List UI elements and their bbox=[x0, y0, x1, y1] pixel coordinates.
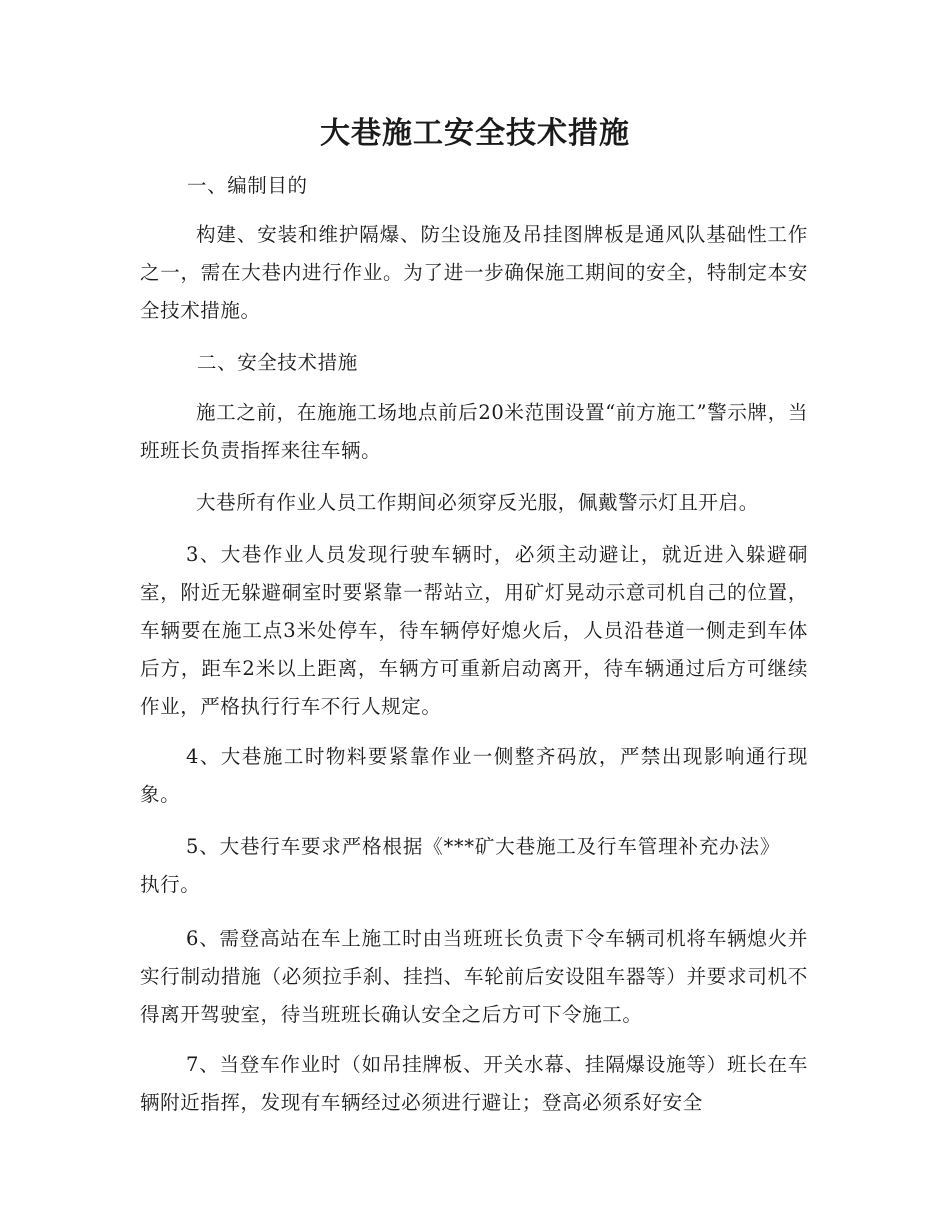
section-2-heading: 二、安全技术措施 bbox=[197, 351, 358, 374]
document-title: 大巷施工安全技术措施 bbox=[320, 116, 630, 151]
paragraph-item-6: 6、需登高站在车上施工时由当班班长负责下令车辆司机将车辆熄火并实行制动措施（必须拉手刹、挂挡、车轮前后安设阻车器等）并要求司机不得离开驾驶室，待当班班长确认安全之后方可下令施工。 bbox=[140, 927, 808, 1026]
section-1-paragraph: 构建、安装和维护隔爆、防尘设施及吊挂图牌板是通风队基础性工作之一，需在大巷内进行作业。为了进一步确保施工期间的安全，特制定本安全技术措施。 bbox=[140, 223, 808, 322]
paragraph-item-5: 5、大巷行车要求严格根据《***矿大巷施工及行车管理补充办法》执行。 bbox=[140, 835, 780, 896]
paragraph-reflective-gear: 大巷所有作业人员工作期间必须穿反光服，佩戴警示灯且开启。 bbox=[196, 491, 759, 514]
section-1-heading: 一、编制目的 bbox=[187, 174, 308, 197]
paragraph-item-3: 3、大巷作业人员发现行驶车辆时，必须主动避让，就近进入躲避硐室，附近无躲避硐室时要紧靠一帮站立，用矿灯晃动示意司机自己的位置，车辆要在施工点3米处停车，待车辆停好熄火后，人员沿巷道一侧走到车体后方，距车2米以上距离，车辆方可重新启动离开，待车辆通过后方可继续作业，严格执行行车不行人规定。 bbox=[140, 543, 808, 718]
paragraph-item-4: 4、大巷施工时物料要紧靠作业一侧整齐码放，严禁出现影响通行现象。 bbox=[140, 745, 808, 806]
paragraph-before-construction: 施工之前，在施施工场地点前后20米范围设置“前方施工”警示牌，当班班长负责指挥来往车辆。 bbox=[140, 401, 808, 462]
paragraph-item-7: 7、当登车作业时（如吊挂牌板、开关水幕、挂隔爆设施等）班长在车辆附近指挥，发现有车辆经过必须进行避让；登高必须系好安全 bbox=[140, 1053, 808, 1114]
